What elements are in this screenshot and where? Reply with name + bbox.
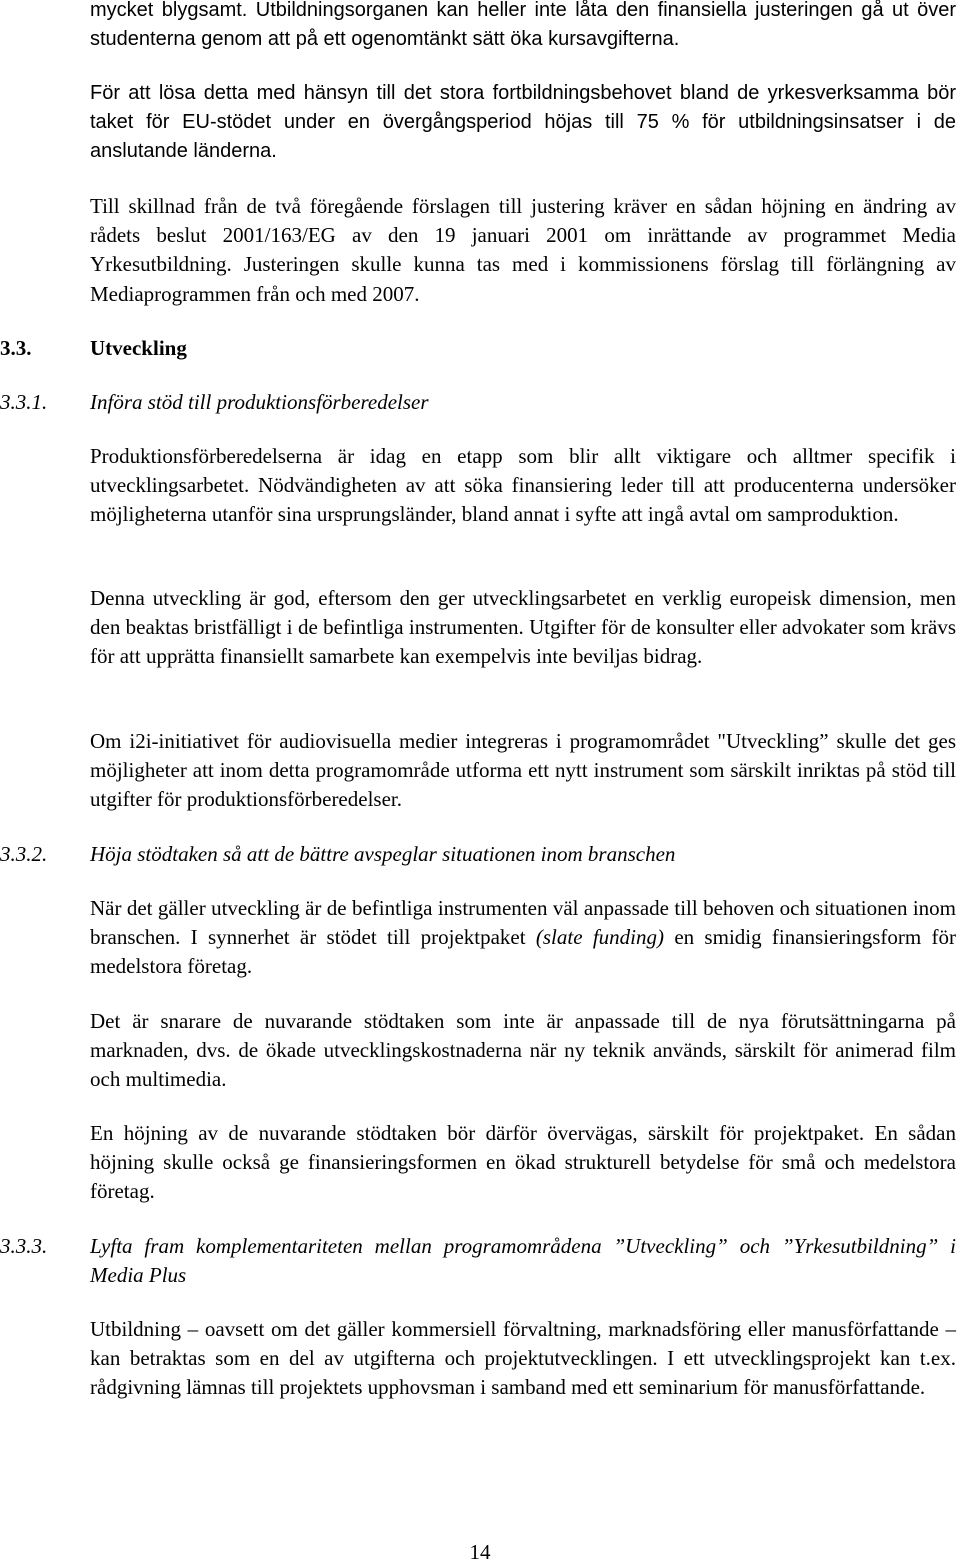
paragraph-denna-utveckling: Denna utveckling är god, eftersom den ger utvecklingsarbetet en verklig europeisk dimension, men den beaktas bristfälligt i de befintliga instrumenten. Utgifter för de konsulter eller advokater som krävs för att upprätta finansiellt samarbete kan exempelvis inte beviljas bidrag. (90, 586, 956, 669)
page-number: 14 (469, 1540, 491, 1564)
paragraph-till-skillnad: Till skillnad från de två föregående förslagen till justering kräver en sådan höjning en ändring av rådets beslut 2001/163/EG av den 19 januari 2001 om inrättande av programmet Media Yrkesutbildning. Justeringen skulle kunna tas med i kommissionens förslag till förlängning av Mediaprogrammen från och med 2007. (90, 194, 956, 306)
section-number-3-3-1: 3.3.1. (0, 390, 48, 414)
paragraph-eu-stod: För att lösa detta med hänsyn till det stora fortbildningsbehovet bland de yrkesverksamma bör taket för EU-stödet under en övergångsperiod höjas till 75 % för utbildningsinsatser i de anslutande länderna. (90, 82, 956, 163)
paragraph-i2i-initiativet: Om i2i-initiativet för audiovisuella medier integreras i programområdet "Utveckling” skulle det ges möjligheter att inom detta programområde utforma ett nytt instrument som särskilt inriktas på stöd till utgifter för produktionsförberedelser. (90, 729, 956, 812)
paragraph-nar-det-galler (90, 894, 956, 982)
section-number-3-3-3: 3.3.3. (0, 1234, 48, 1258)
paragraph-stodtaken: Det är snarare de nuvarande stödtaken som inte är anpassade till de nya förutsättningarna på marknaden, dvs. de ökade utvecklingskostnaderna när ny teknik används, särskilt för animerad film och multimedia. (90, 1009, 956, 1092)
section-number-3-3-2: 3.3.2. (0, 842, 48, 866)
paragraph-hojning: En höjning av de nuvarande stödtaken bör därför övervägas, särskilt för projektpaket. En sådan höjning skulle också ge finansieringsformen en ökad strukturell betydelse för små och medelstora företag. (90, 1121, 956, 1204)
slate-funding-term: (slate funding) (535, 925, 665, 950)
section-heading-komplementaritet: Lyfta fram komplementariteten mellan programområdena ”Utveckling” och ”Yrkesutbildning” i Media Plus (90, 1234, 956, 1287)
section-heading-produktionsforberedelser: Införa stöd till produktionsförberedelser (90, 390, 429, 414)
section-number-3-3: 3.3. (0, 336, 32, 360)
paragraph-kursavgifter: mycket blygsamt. Utbildningsorganen kan heller inte låta den finansiella justeringen gå ut över studenterna genom att på ett ogenomtänkt sätt öka kursavgifterna. (90, 0, 956, 51)
section-heading-hoja-stodtaken: Höja stödtaken så att de bättre avspeglar situationen inom branschen (90, 842, 676, 866)
paragraph-produktionsforberedelser: Produktionsförberedelserna är idag en etapp som blir allt viktigare och alltmer specifik i utvecklingsarbetet. Nödvändigheten av att söka finansiering leder till att producenterna undersöker möjligheterna utanför sina ursprungsländer, bland annat i syfte att ingå avtal om samproduktion. (90, 444, 956, 527)
section-heading-utveckling: Utveckling (90, 336, 187, 360)
paragraph-nar-text-a: När det gäller utveckling är de befintliga instrumenten väl anpassade till behoven och situationen inom branschen. I synnerhet är stödet till projektpaket (90, 896, 956, 950)
paragraph-nar-text-b: en smidig finansieringsform för medelstora företag. (90, 925, 956, 979)
paragraph-utbildning: Utbildning – oavsett om det gäller kommersiell förvaltning, marknadsföring eller manusförfattande – kan betraktas som en del av utgifterna och projektutvecklingen. I ett utvecklingsprojekt kan t.ex. rådgivning lämnas till projektets upphovsman i samband med ett seminarium för manusförfattande. (90, 1317, 956, 1400)
